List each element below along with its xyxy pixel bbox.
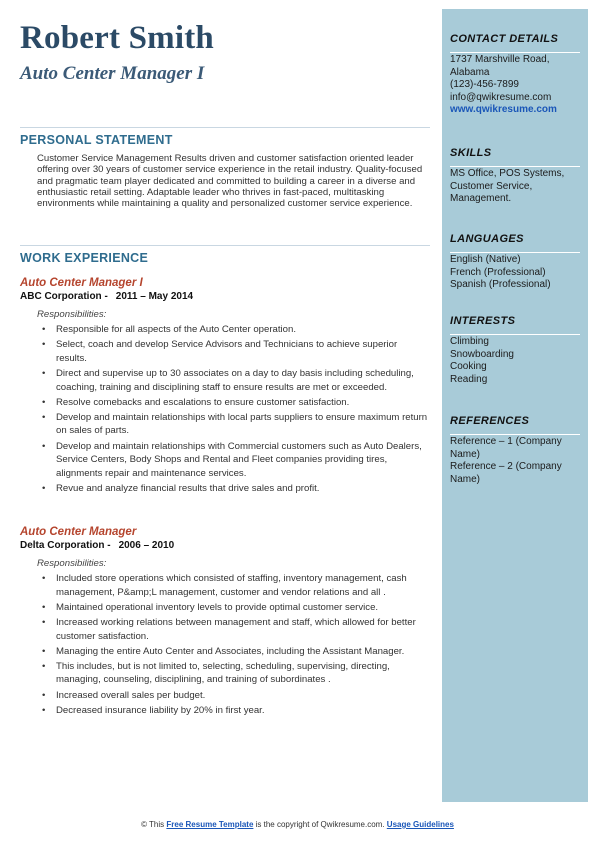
list-item: Reference – 2 (Company Name) bbox=[450, 461, 562, 485]
responsibilities-list bbox=[20, 323, 430, 496]
contact-heading: CONTACT DETAILS bbox=[450, 33, 559, 45]
languages-heading: LANGUAGES bbox=[450, 233, 524, 245]
website-link[interactable]: www.qwikresume.com bbox=[450, 104, 557, 116]
list-item: • Increased working relations between management and staff, which allowed for better customer satisfaction. bbox=[56, 616, 430, 643]
job-company-line bbox=[20, 290, 430, 303]
job-dates: 2011 – May 2014 bbox=[115, 291, 194, 302]
list-item: • Maintained operational inventory levels to provide optimal customer service. bbox=[56, 601, 430, 615]
list-item: • Develop and maintain relationships with Commercial customers such as Auto Dealers, Service Centers, Body Shops and Rental and Fleet companies providing tires, alignments repair and maintenance services. bbox=[56, 440, 430, 481]
list-item: Cooking bbox=[450, 361, 487, 373]
footer-text: is the copyright of Qwikresume.com. bbox=[255, 820, 385, 829]
list-item: • Direct and supervise up to 30 associates on a day to day basis including scheduling, coaching, training and disciplining staff to ensure results are met or exceeded. bbox=[56, 367, 430, 394]
contact-details bbox=[450, 54, 582, 117]
sidebar-divider bbox=[450, 52, 580, 53]
personal-statement-heading: PERSONAL STATEMENT bbox=[20, 133, 173, 147]
skills-text: MS Office, POS Systems, Customer Service, Management. bbox=[450, 168, 565, 205]
sidebar-divider bbox=[450, 434, 580, 435]
list-item: • This includes, but is not limited to, selecting, scheduling, supervising, directing, managing, counseling, disciplining, and training of subordinates . bbox=[56, 660, 430, 687]
job-dates: 2006 – 2010 bbox=[118, 540, 175, 551]
list-item: • Decreased insurance liability by 20% in first year. bbox=[56, 704, 430, 718]
phone-number: (123)-456-7899 bbox=[450, 79, 519, 91]
skills-heading: SKILLS bbox=[450, 147, 492, 159]
list-item: • Revue and analyze financial results that drive sales and profit. bbox=[56, 482, 430, 496]
list-item: • Included store operations which consisted of staffing, inventory management, cash management, P&amp;L management, customer and vendor relations and all . bbox=[56, 572, 430, 599]
sidebar bbox=[441, 8, 589, 803]
interests-heading: INTERESTS bbox=[450, 315, 516, 327]
job-company-line bbox=[20, 539, 430, 552]
list-item: Spanish (Professional) bbox=[450, 279, 551, 291]
list-item: • Responsible for all aspects of the Auto Center operation. bbox=[56, 323, 430, 337]
email-address[interactable]: info@qwikresume.com bbox=[450, 91, 552, 103]
personal-statement-text: Customer Service Management Results driven and customer satisfaction oriented leader offering over 30 years of customer service experience in the retail industry. Quality-focused and pragmatic team player dedicated and committed to building a career in a diverse and enthusiastic retail setting. Adaptable leader who thrives in fast-paced, multitasking environments while maintaining a quality and personalized customer service experience. bbox=[37, 153, 423, 210]
resume-header bbox=[20, 18, 430, 86]
candidate-name: Robert Smith bbox=[20, 20, 214, 56]
job-title: Auto Center Manager I bbox=[20, 277, 143, 289]
responsibilities-label: Responsibilities: bbox=[37, 309, 107, 320]
sidebar-divider bbox=[450, 334, 580, 335]
address-line: Alabama bbox=[450, 66, 490, 78]
list-item: Reading bbox=[450, 373, 488, 385]
list-item: • Managing the entire Auto Center and Associates, including the Assistant Manager. bbox=[56, 645, 430, 659]
usage-guidelines-link[interactable]: Usage Guidelines bbox=[386, 820, 454, 829]
address-line: 1737 Marshville Road, bbox=[450, 54, 550, 65]
list-item: English (Native) bbox=[450, 254, 521, 265]
footer-prefix: © This bbox=[141, 820, 165, 829]
responsibilities-label: Responsibilities: bbox=[37, 558, 107, 569]
references-heading: REFERENCES bbox=[450, 415, 530, 427]
list-item: • Develop and maintain relationships with local parts suppliers to ensure maximum return on sales of parts. bbox=[56, 411, 430, 438]
list-item: French (Professional) bbox=[450, 266, 546, 278]
list-item: • Resolve comebacks and escalations to ensure customer satisfaction. bbox=[56, 396, 430, 410]
list-item: Snowboarding bbox=[450, 348, 514, 360]
list-item: Climbing bbox=[450, 336, 489, 347]
responsibilities-list bbox=[20, 572, 430, 717]
languages-list bbox=[450, 254, 582, 292]
job-entry bbox=[20, 276, 430, 497]
free-resume-template-link[interactable]: Free Resume Template bbox=[166, 820, 254, 829]
references-list bbox=[450, 436, 582, 486]
sidebar-divider bbox=[450, 252, 580, 253]
interests-list bbox=[450, 336, 582, 386]
work-experience-heading: WORK EXPERIENCE bbox=[20, 251, 149, 265]
list-item: Reference – 1 (Company Name) bbox=[450, 436, 562, 460]
job-entry bbox=[20, 525, 430, 719]
list-item: • Select, coach and develop Service Advisors and Technicians to achieve superior results. bbox=[56, 338, 430, 365]
job-company: Delta Corporation - bbox=[20, 540, 111, 551]
job-title: Auto Center Manager bbox=[20, 526, 137, 538]
section-divider bbox=[20, 245, 430, 246]
job-company: ABC Corporation - bbox=[20, 291, 108, 302]
list-item: • Increased overall sales per budget. bbox=[56, 689, 430, 703]
footer bbox=[0, 820, 595, 829]
candidate-title: Auto Center Manager I bbox=[20, 63, 205, 84]
section-divider bbox=[20, 127, 430, 128]
sidebar-divider bbox=[450, 166, 580, 167]
